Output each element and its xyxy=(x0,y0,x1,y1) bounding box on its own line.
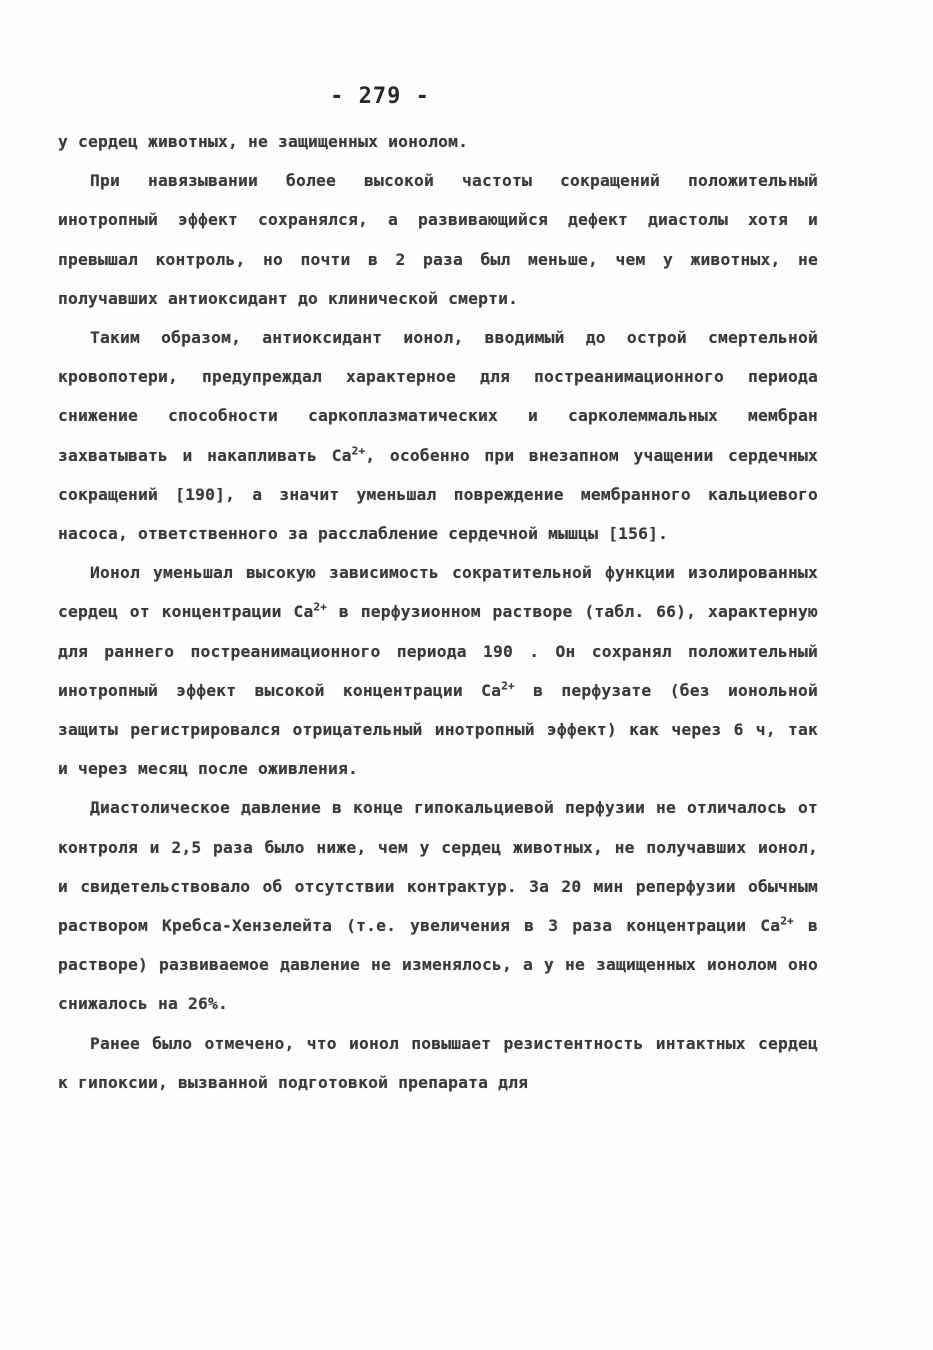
paragraph-4-text-a: Ионол уменьшал высокую зависимость сократительной функции изолированных сердец от концентрации Ca xyxy=(58,563,818,622)
paragraph-1: у сердец животных, не защищенных ионолом. xyxy=(58,132,469,151)
paragraph-5-text-b: в растворе) развиваемое давление не изменялось, а у не защищенных ионолом оно снижалось на 26%. xyxy=(58,916,818,1014)
paragraph-4-text-b: в перфузионном растворе (табл. 66), характерную для раннего постреанимационного периода 190 . Он сохранял положительный инотропный эффект высокой концентрации Ca xyxy=(58,602,818,700)
body-text xyxy=(58,122,818,1102)
calcium-charge-superscript: 2+ xyxy=(313,601,328,615)
paragraph-5-text-a: Диастолическое давление в конце гипокальциевой перфузии не отличалось от контроля и 2,5 раза было ниже, чем у сердец животных, не получавших ионол, и свидетельствовало об отсутствии контрактур. За 20 мин реперфузии обычным раствором Кребса-Хензелейта (т.е. увеличения в 3 раза концентрации Ca xyxy=(58,798,818,936)
paragraph-4-text-c: в перфузате (без ионольной защиты регистрировался отрицательный инотропный эффект) как через 6 ч, так и через месяц после оживления. xyxy=(58,680,818,779)
paragraph-3 xyxy=(58,318,818,553)
calcium-charge-superscript: 2+ xyxy=(351,444,366,458)
paragraph-3-text-a: Таким образом, антиоксидант ионол, вводимый до острой смертельной кровопотери, предупреждал характерное для постреанимационного периода снижение способности саркоплазматических и сарколеммальных мембран захватывать и накапливать Ca xyxy=(58,328,818,465)
paragraph-4 xyxy=(58,553,818,788)
paragraph-5 xyxy=(58,788,818,1023)
paragraph-6: Ранее было отмечено, что ионол повышает резистентность интактных сердец к гипоксии, вызванной подготовкой препарата для xyxy=(58,1033,818,1092)
paragraph-2: При навязывании более высокой частоты сокращений положительный инотропный эффект сохранялся, а развивающийся дефект диастолы хотя и превышал контроль, но почти в 2 раза был меньше, чем у животных, не получавших антиоксидант до клинической смерти. xyxy=(58,171,818,308)
page-number: - 279 - xyxy=(330,84,430,109)
paragraph-3-text-b: , особенно при внезапном учащении сердечных сокращений [190], а значит уменьшал повреждение мембранного кальциевого насоса, ответственного за расслабление сердечной мышцы [156]. xyxy=(58,445,819,544)
calcium-charge-superscript: 2+ xyxy=(501,679,515,693)
calcium-charge-superscript: 2+ xyxy=(780,914,794,928)
